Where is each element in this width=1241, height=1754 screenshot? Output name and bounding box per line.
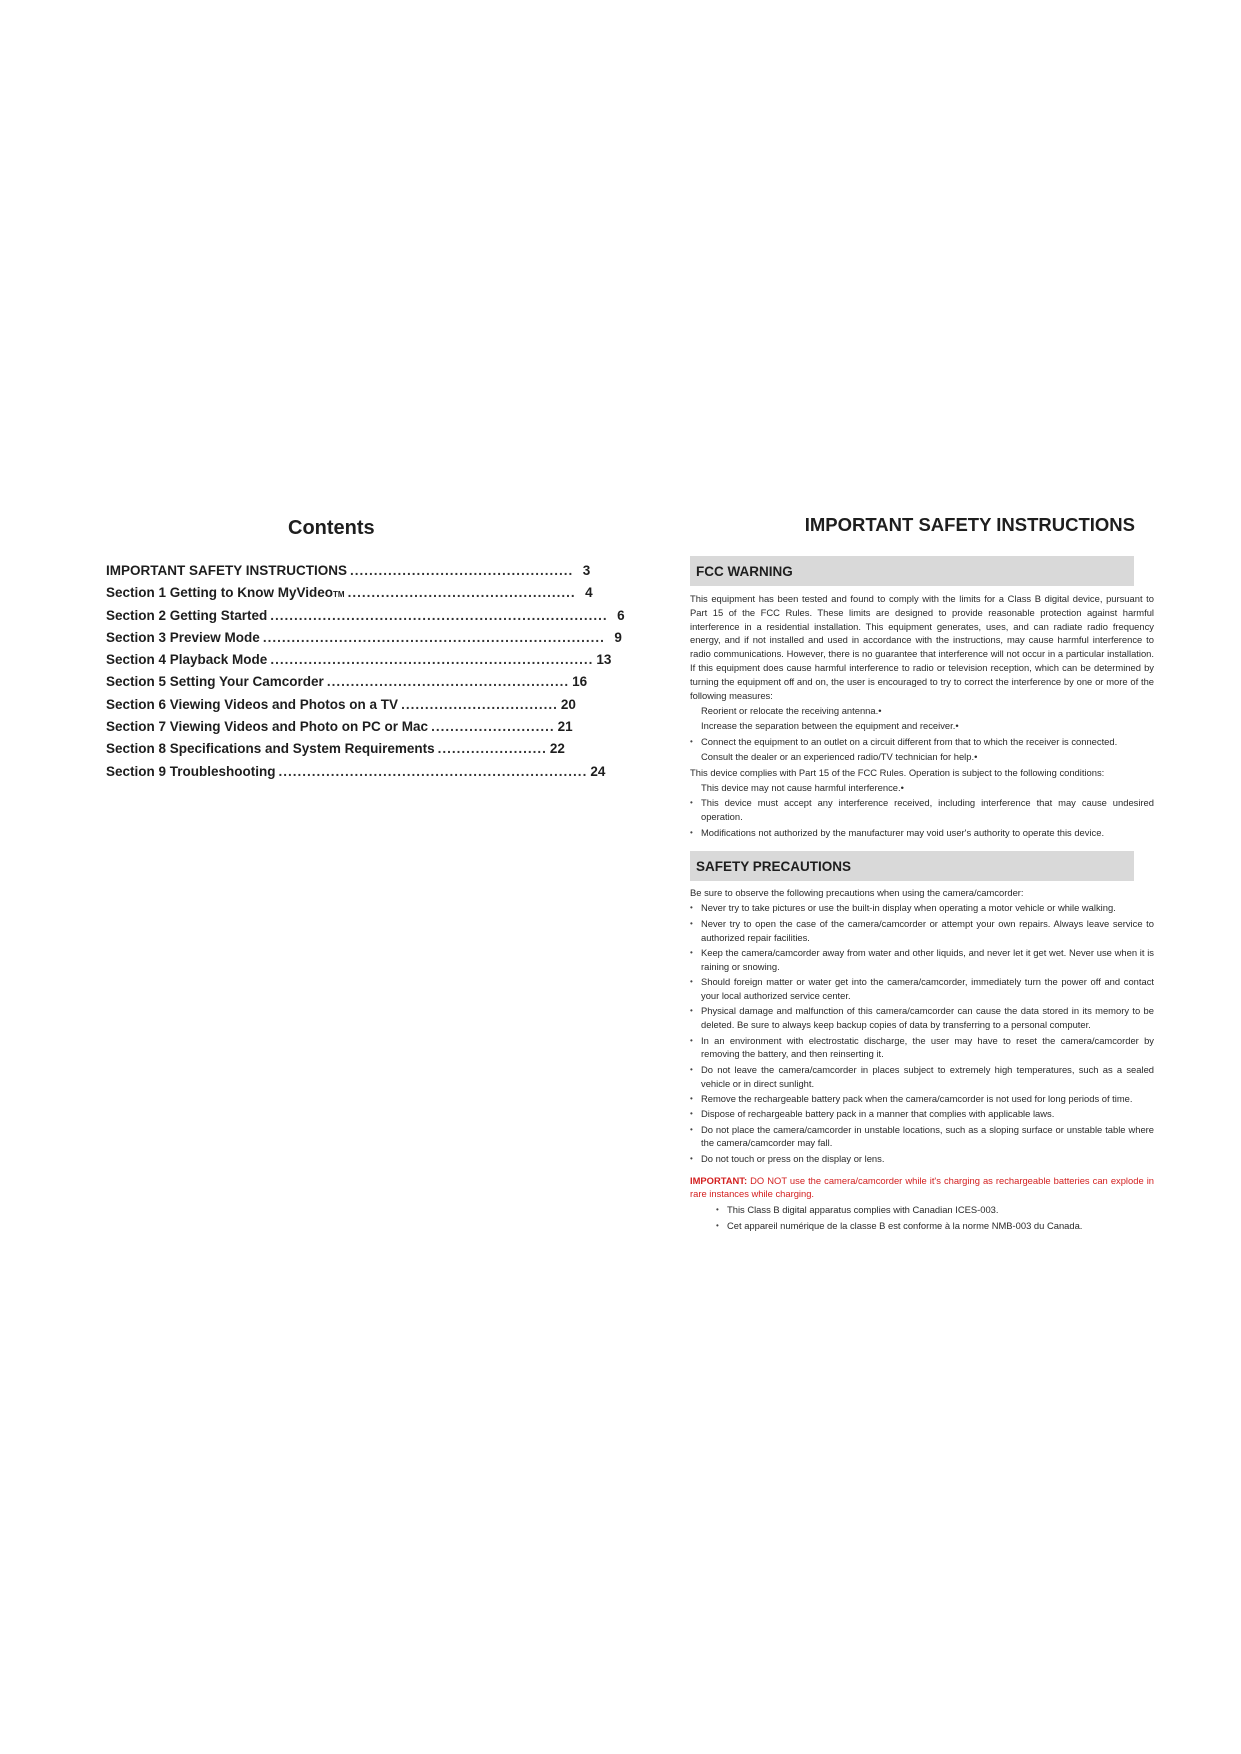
fcc-measure-item: Reorient or relocate the receiving antenna.• bbox=[701, 704, 882, 716]
precaution-item: • Do not touch or press on the display or lens. bbox=[690, 1152, 1154, 1166]
toc-page-number: 6 bbox=[617, 607, 625, 623]
precaution-item: • Physical damage and malfunction of this camera/camcorder can cause the data stored in its memory to be deleted. Be sure to always keep backup copies of data by transferring to a personal computer. bbox=[690, 1004, 1154, 1032]
toc-page-number: 24 bbox=[590, 763, 606, 779]
precaution-item: • In an environment with electrostatic discharge, the user may have to reset the camera/camcorder by removing the battery, and then reinserting it. bbox=[690, 1034, 1154, 1062]
toc-dot-leader: ............................................... bbox=[350, 563, 574, 578]
toc-page-number: 13 bbox=[596, 652, 612, 668]
toc-entry[interactable] bbox=[106, 607, 625, 630]
toc-entry-title: Section 1 Getting to Know MyVideo bbox=[106, 585, 334, 601]
toc-entry[interactable] bbox=[106, 719, 573, 741]
trademark-mark: TM bbox=[333, 590, 345, 600]
toc-entry[interactable] bbox=[106, 696, 576, 719]
fcc-conditions-list bbox=[690, 781, 1154, 839]
canada-compliance-list bbox=[690, 1203, 1154, 1232]
toc-entry-title: Section 7 Viewing Videos and Photo on PC or Mac bbox=[106, 719, 429, 735]
toc-entry-label bbox=[106, 719, 428, 734]
toc-entry-label bbox=[106, 697, 398, 712]
toc-entry-label bbox=[106, 741, 435, 756]
toc-dot-leader: ....................................................................... bbox=[270, 607, 608, 623]
toc-page-number: 16 bbox=[572, 674, 588, 690]
safety-precautions-body bbox=[690, 886, 1154, 1234]
toc-page-number: 20 bbox=[560, 696, 576, 712]
toc-page-number: 9 bbox=[614, 629, 622, 645]
toc-page-number: 22 bbox=[549, 741, 565, 757]
toc-dot-leader: ................................................... bbox=[326, 674, 570, 690]
toc-entry-label bbox=[106, 630, 260, 645]
toc-entry[interactable] bbox=[106, 763, 606, 786]
toc-entry[interactable] bbox=[106, 585, 593, 607]
fcc-measure-item: • Connect the equipment to an outlet on a circuit different from that to which the receiver is connected. bbox=[690, 735, 1154, 749]
toc-entry-title: Section 9 Troubleshooting bbox=[106, 763, 276, 779]
toc-entry-label bbox=[106, 652, 267, 667]
precaution-item: • Never try to take pictures or use the built-in display when operating a motor vehicle or while walking. bbox=[690, 901, 1154, 915]
toc-dot-leader: ................................................................. bbox=[278, 763, 588, 779]
important-label: IMPORTANT: bbox=[690, 1174, 748, 1186]
safety-precautions-header bbox=[690, 851, 1134, 881]
toc-entry-title: Section 3 Preview Mode bbox=[106, 629, 260, 645]
fcc-condition-item: • Modifications not authorized by the manufacturer may void user's authority to operate this device. bbox=[690, 826, 1154, 840]
fcc-intro: This equipment has been tested and found to comply with the limits for a Class B digital device, pursuant to Part 15 of the FCC Rules. These limits are designed to provide reasonable protection against harmful interference in a residential installation. This equipment generates, uses, and can radiate radio frequency energy, and if not installed and used in accordance with the instructions, may cause harmful interference to radio communications. However, there is no guarantee that interference will not occur in a particular installation. If this equipment does cause harmful interference to radio or television reception, which can be determined by turning the equipment off and on, the user is encouraged to try to correct the interference by one or more of the following measures: bbox=[690, 593, 1154, 701]
toc-entry[interactable] bbox=[106, 563, 591, 585]
toc-entry-title: Section 2 Getting Started bbox=[106, 607, 268, 623]
precaution-item: • Remove the rechargeable battery pack when the camera/camcorder is not used for long periods of time. bbox=[690, 1092, 1154, 1106]
fcc-measure-item: Consult the dealer or an experienced radio/TV technician for help.• bbox=[701, 751, 978, 763]
contents-title: Contents bbox=[288, 517, 375, 539]
canada-compliance-item: • This Class B digital apparatus complies with Canadian ICES-003. bbox=[716, 1203, 1154, 1217]
safety-title: IMPORTANT SAFETY INSTRUCTIONS bbox=[804, 514, 1135, 535]
toc-dot-leader: .......................... bbox=[431, 719, 555, 735]
toc-entry-label bbox=[106, 608, 267, 623]
toc-entry-title: Section 6 Viewing Videos and Photos on a TV bbox=[106, 696, 399, 712]
fcc-condition-item: This device may not cause harmful interference.• bbox=[701, 781, 904, 793]
toc-entry-title: Section 4 Playback Mode bbox=[106, 652, 268, 668]
fcc-warning-body bbox=[690, 592, 1154, 841]
precaution-item: • Do not leave the camera/camcorder in places subject to extremely high temperatures, such as a sealed vehicle or in direct sunlight. bbox=[690, 1063, 1154, 1091]
toc-page-number: 21 bbox=[557, 719, 573, 735]
toc-page-number: 4 bbox=[585, 585, 593, 601]
toc-entry[interactable] bbox=[106, 629, 622, 652]
fcc-warning-header bbox=[690, 556, 1134, 586]
toc-entry-title: Section 5 Setting Your Camcorder bbox=[106, 674, 324, 690]
canada-compliance-item: • Cet appareil numérique de la classe B est conforme à la norme NMB-003 du Canada. bbox=[716, 1219, 1154, 1233]
toc-entry-label bbox=[106, 585, 345, 600]
fcc-warning-heading: FCC WARNING bbox=[696, 563, 793, 579]
fcc-measures-list bbox=[690, 704, 1154, 764]
toc-dot-leader: .................................................................... bbox=[270, 652, 594, 668]
toc-entry-title: IMPORTANT SAFETY INSTRUCTIONS bbox=[106, 563, 348, 578]
precaution-item: • Should foreign matter or water get into the camera/camcorder, immediately turn the power off and contact your local authorized service center. bbox=[690, 975, 1154, 1003]
toc-entry[interactable] bbox=[106, 741, 564, 763]
toc-dot-leader: ................................. bbox=[401, 696, 558, 712]
important-text: DO NOT use the camera/camcorder while it's charging as rechargeable batteries can explode in rare instances while charging. bbox=[690, 1174, 1154, 1200]
precaution-item: • Do not place the camera/camcorder in unstable locations, such as a sloping surface or unstable table where the camera/camcorder may fall. bbox=[690, 1123, 1154, 1151]
precautions-list bbox=[690, 901, 1154, 1165]
fcc-measure-item: Increase the separation between the equipment and receiver.• bbox=[701, 720, 959, 732]
safety-precautions-heading: SAFETY PRECAUTIONS bbox=[696, 858, 852, 874]
fcc-condition-item: • This device must accept any interference received, including interference that may cause undesired operation. bbox=[690, 796, 1154, 824]
precaution-item: • Keep the camera/camcorder away from water and other liquids, and never let it get wet. Never use when it is raining or snowing. bbox=[690, 946, 1154, 974]
toc-entry[interactable] bbox=[106, 652, 612, 674]
toc-entry[interactable] bbox=[106, 674, 588, 696]
toc-dot-leader: ................................................ bbox=[347, 585, 576, 601]
toc-dot-leader: ....................... bbox=[437, 741, 547, 757]
important-warning bbox=[690, 1174, 1154, 1202]
precaution-item: • Never try to open the case of the camera/camcorder or attempt your own repairs. Always leave service to authorized repair facilities. bbox=[690, 917, 1154, 945]
toc-page-number: 3 bbox=[582, 563, 591, 578]
toc-entry-label bbox=[106, 764, 276, 779]
table-of-contents bbox=[106, 563, 625, 786]
toc-entry-label bbox=[106, 674, 324, 689]
fcc-compliance: This device complies with Part 15 of the FCC Rules. Operation is subject to the following conditions: bbox=[690, 766, 1105, 778]
toc-entry-title: Section 8 Specifications and System Requirements bbox=[106, 741, 435, 757]
precautions-intro: Be sure to observe the following precautions when using the camera/camcorder: bbox=[690, 887, 1024, 898]
toc-dot-leader: ........................................................................ bbox=[262, 629, 605, 645]
toc-entry-label bbox=[106, 563, 347, 578]
precaution-item: • Dispose of rechargeable battery pack in a manner that complies with applicable laws. bbox=[690, 1107, 1154, 1121]
